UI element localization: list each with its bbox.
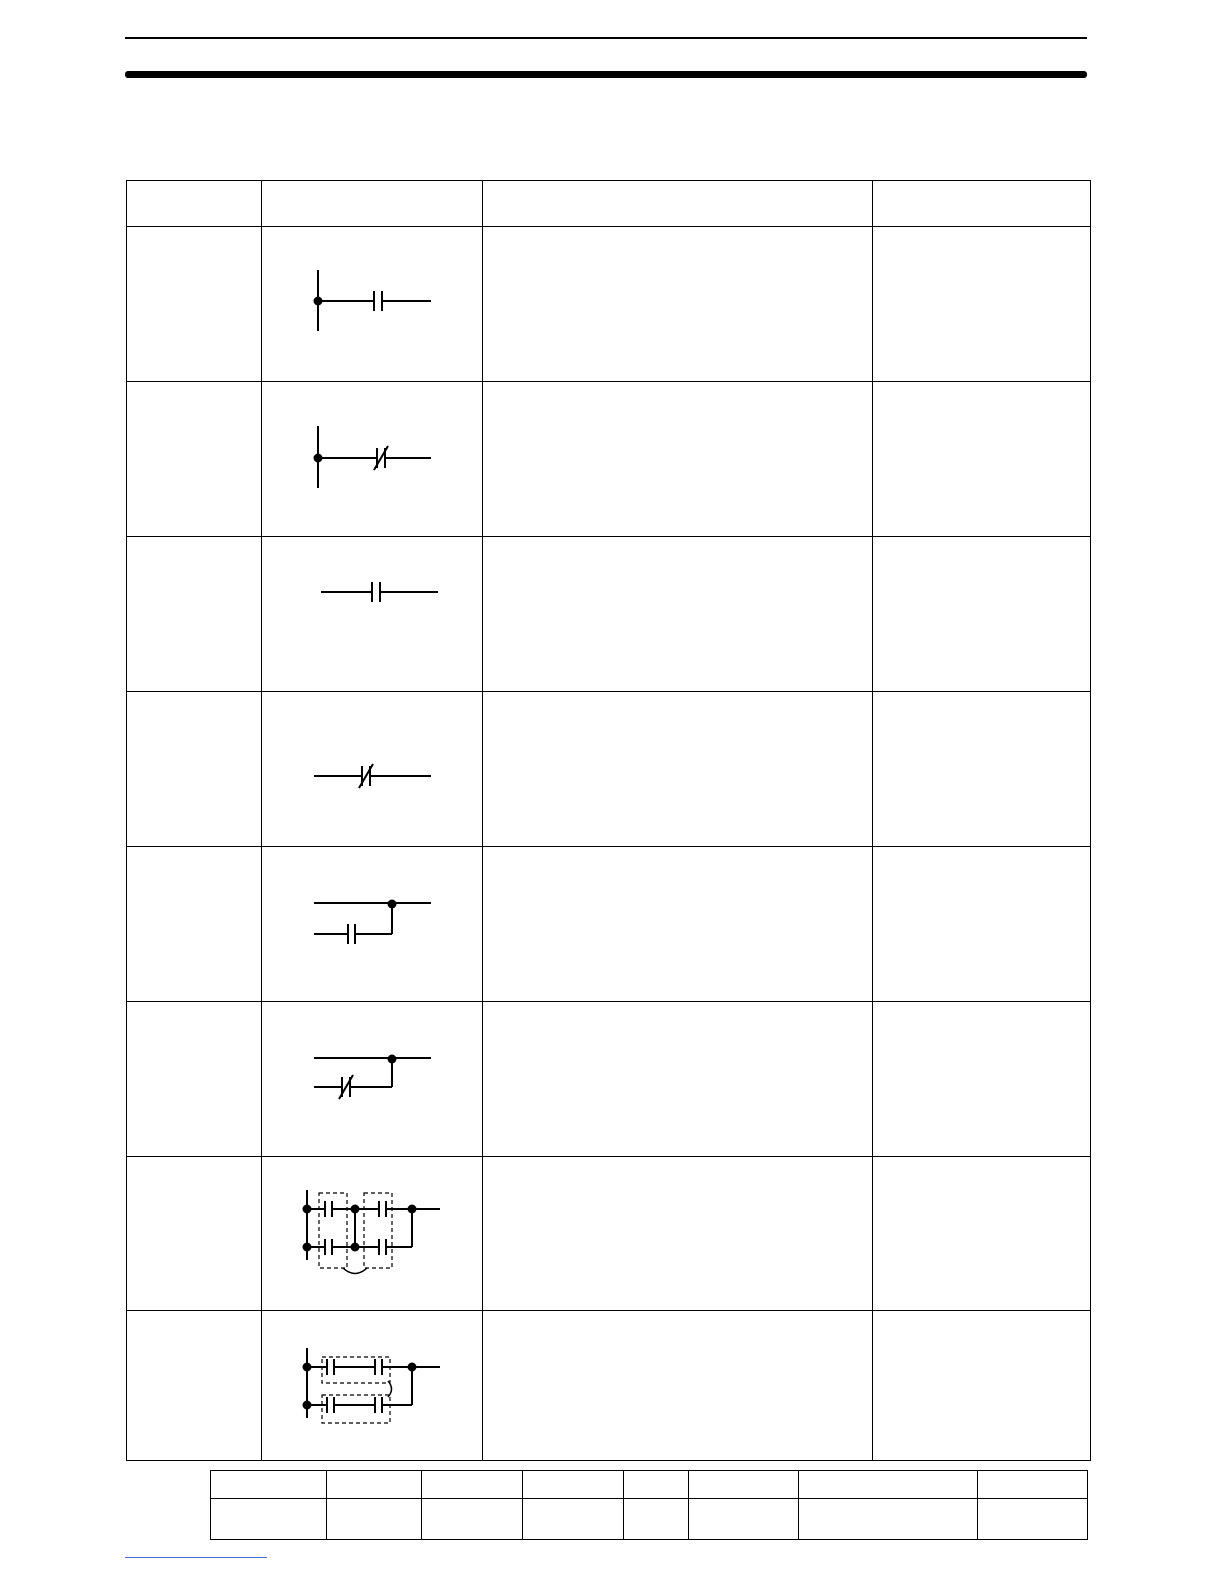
table-cell — [127, 227, 262, 382]
table-cell — [127, 1157, 262, 1311]
symbol-cell — [262, 1002, 483, 1157]
symbol-cell — [262, 1311, 483, 1461]
symbol-cell — [262, 382, 483, 537]
table-cell — [873, 1157, 1091, 1311]
symbol-cell — [262, 537, 483, 692]
and-block-icon — [262, 1157, 483, 1311]
footer-cell — [689, 1471, 799, 1499]
or-contact-icon — [262, 847, 483, 1002]
load-not-contact-icon — [262, 382, 483, 537]
footer-cell — [523, 1471, 624, 1499]
footer-cell — [624, 1499, 689, 1540]
and-contact-icon — [262, 537, 483, 692]
table-cell — [127, 847, 262, 1002]
footer-table — [210, 1470, 1088, 1540]
table-cell — [127, 692, 262, 847]
link-underline[interactable] — [125, 1557, 267, 1558]
footer-cell — [211, 1471, 327, 1499]
table-cell — [483, 382, 873, 537]
table-cell — [127, 1311, 262, 1461]
symbol-cell — [262, 847, 483, 1002]
or-not-contact-icon — [262, 1002, 483, 1157]
and-not-contact-icon — [262, 692, 483, 847]
table-cell — [127, 1002, 262, 1157]
table-cell — [873, 847, 1091, 1002]
footer-row — [211, 1499, 1088, 1540]
table-cell — [873, 692, 1091, 847]
table-cell — [483, 847, 873, 1002]
table-cell — [483, 692, 873, 847]
footer-row — [211, 1471, 1088, 1499]
table-cell — [873, 1002, 1091, 1157]
table-row — [127, 1311, 1091, 1461]
symbol-cell — [262, 1157, 483, 1311]
table-cell — [873, 1311, 1091, 1461]
table-cell — [483, 1002, 873, 1157]
footer-cell — [211, 1499, 327, 1540]
footer-cell — [422, 1471, 523, 1499]
load-contact-icon — [262, 227, 483, 382]
footer-cell — [978, 1499, 1088, 1540]
table-row — [127, 227, 1091, 382]
header-cell — [127, 181, 262, 227]
footer-cell — [799, 1499, 978, 1540]
table-row — [127, 847, 1091, 1002]
table-cell — [483, 227, 873, 382]
footer-cell — [523, 1499, 624, 1540]
section-rule — [125, 71, 1087, 78]
table-cell — [873, 537, 1091, 692]
header-cell — [483, 181, 873, 227]
table-cell — [873, 227, 1091, 382]
footer-cell — [624, 1471, 689, 1499]
symbol-cell — [262, 227, 483, 382]
header-cell — [873, 181, 1091, 227]
table-header-row — [127, 181, 1091, 227]
table-cell — [873, 382, 1091, 537]
footer-cell — [327, 1471, 422, 1499]
instruction-table — [126, 180, 1091, 1461]
footer-cell — [327, 1499, 422, 1540]
table-row — [127, 1157, 1091, 1311]
symbol-cell — [262, 692, 483, 847]
table-cell — [483, 1157, 873, 1311]
table-cell — [127, 537, 262, 692]
table-row — [127, 382, 1091, 537]
table-cell — [483, 537, 873, 692]
or-block-icon — [262, 1311, 483, 1461]
table-row — [127, 692, 1091, 847]
footer-cell — [689, 1499, 799, 1540]
top-rule — [125, 37, 1087, 39]
footer-cell — [799, 1471, 978, 1499]
footer-cell — [422, 1499, 523, 1540]
footer-cell — [978, 1471, 1088, 1499]
table-row — [127, 537, 1091, 692]
header-cell — [262, 181, 483, 227]
table-row — [127, 1002, 1091, 1157]
table-cell — [127, 382, 262, 537]
table-cell — [483, 1311, 873, 1461]
